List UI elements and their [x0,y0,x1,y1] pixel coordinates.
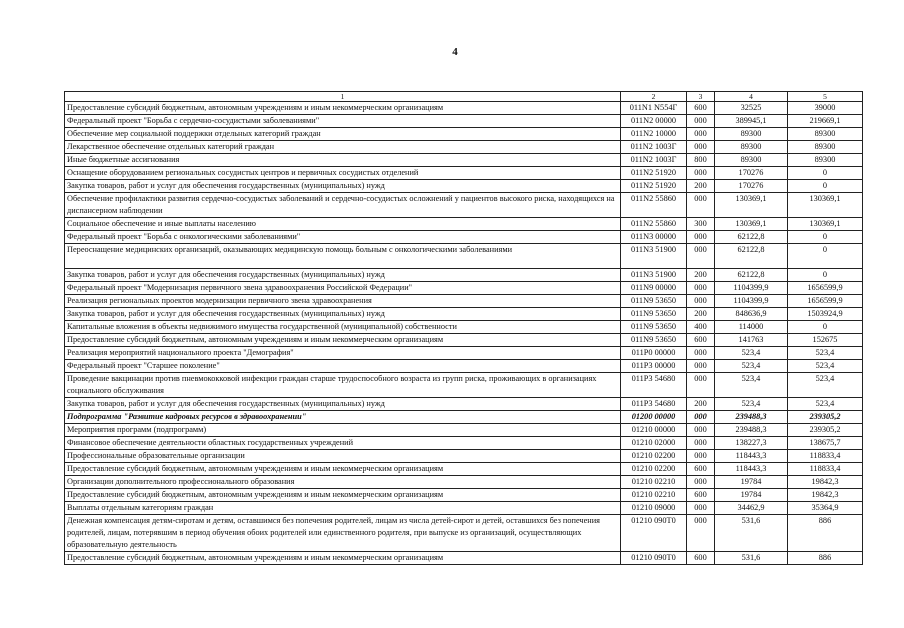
target-code-cell: 01210 090T0 [621,515,687,552]
value-year1-cell: 523,4 [715,347,788,360]
value-year2-cell: 523,4 [788,347,863,360]
value-year2-cell: 0 [788,180,863,193]
value-year2-cell: 1656599,9 [788,282,863,295]
value-year1-cell: 130369,1 [715,218,788,231]
item-name-cell: Предоставление субсидий бюджетным, автономным учреждениям и иным некоммерческим организациям [65,334,621,347]
table-row [65,463,863,476]
expense-type-cell: 000 [687,244,715,269]
item-name-cell: Реализация мероприятий национального проекта "Демография" [65,347,621,360]
item-name-cell: Мероприятия программ (подпрограмм) [65,424,621,437]
item-name-cell: Выплаты отдельным категориям граждан [65,502,621,515]
value-year2-cell: 239305,2 [788,411,863,424]
item-name-cell: Реализация региональных проектов модернизации первичного звена здравоохранения [65,295,621,308]
value-year2-cell: 0 [788,321,863,334]
expense-type-cell: 600 [687,489,715,502]
item-name-cell: Федеральный проект "Модернизация первичного звена здравоохранения Российской Федерации" [65,282,621,295]
item-name-cell: Обеспечение профилактики развития сердечно-сосудистых заболеваний и сердечно-сосудистых осложнений у пациентов высокого риска, находящихся на диспансерном наблюдении [65,193,621,218]
value-year2-cell: 118833,4 [788,450,863,463]
table-row [65,360,863,373]
target-code-cell: 011N9 53650 [621,295,687,308]
value-year2-cell: 19842,3 [788,476,863,489]
value-year1-cell: 141763 [715,334,788,347]
value-year1-cell: 531,6 [715,515,788,552]
table-row [65,231,863,244]
table-row [65,115,863,128]
expense-type-cell: 200 [687,308,715,321]
target-code-cell: 01210 02210 [621,489,687,502]
value-year1-cell: 170276 [715,167,788,180]
expense-type-cell: 000 [687,424,715,437]
expense-type-cell: 000 [687,282,715,295]
target-code-cell: 011N3 51900 [621,269,687,282]
table-header-row [65,92,863,102]
table-row [65,489,863,502]
expense-type-cell: 000 [687,193,715,218]
column-header: 2 [621,92,687,102]
expense-type-cell: 000 [687,373,715,398]
value-year2-cell: 523,4 [788,398,863,411]
value-year2-cell: 89300 [788,154,863,167]
item-name-cell: Закупка товаров, работ и услуг для обеспечения государственных (муниципальных) нужд [65,398,621,411]
target-code-cell: 011N9 00000 [621,282,687,295]
value-year1-cell: 62122,8 [715,231,788,244]
value-year2-cell: 19842,3 [788,489,863,502]
item-name-cell: Закупка товаров, работ и услуг для обеспечения государственных (муниципальных) нужд [65,269,621,282]
table-row [65,282,863,295]
value-year1-cell: 32525 [715,102,788,115]
expense-type-cell: 000 [687,295,715,308]
expense-type-cell: 000 [687,515,715,552]
value-year1-cell: 389945,1 [715,115,788,128]
column-header: 3 [687,92,715,102]
value-year2-cell: 0 [788,244,863,269]
value-year2-cell: 130369,1 [788,218,863,231]
table-row [65,102,863,115]
target-code-cell: 01210 02000 [621,437,687,450]
item-name-cell: Переоснащение медицинских организаций, оказывающих медицинскую помощь больным с онкологическими заболеваниями [65,244,621,269]
value-year1-cell: 89300 [715,154,788,167]
item-name-cell: Финансовое обеспечение деятельности областных государственных учреждений [65,437,621,450]
value-year1-cell: 138227,3 [715,437,788,450]
value-year2-cell: 523,4 [788,373,863,398]
item-name-cell: Социальное обеспечение и иные выплаты населению [65,218,621,231]
target-code-cell: 01210 02200 [621,463,687,476]
value-year1-cell: 1104399,9 [715,295,788,308]
table-row [65,308,863,321]
value-year1-cell: 170276 [715,180,788,193]
column-header: 1 [65,92,621,102]
value-year2-cell: 89300 [788,128,863,141]
value-year2-cell: 239305,2 [788,424,863,437]
item-name-cell: Федеральный проект "Борьба с онкологическими заболеваниями" [65,231,621,244]
target-code-cell: 01210 02210 [621,476,687,489]
value-year2-cell: 1503924,9 [788,308,863,321]
value-year1-cell: 130369,1 [715,193,788,218]
target-code-cell: 011P3 00000 [621,360,687,373]
target-code-cell: 01210 02200 [621,450,687,463]
target-code-cell: 011N3 00000 [621,231,687,244]
expense-type-cell: 200 [687,180,715,193]
item-name-cell: Федеральный проект "Старшее поколение" [65,360,621,373]
item-name-cell: Предоставление субсидий бюджетным, автономным учреждениям и иным некоммерческим организациям [65,489,621,502]
target-code-cell: 011N2 51920 [621,167,687,180]
value-year1-cell: 118443,3 [715,450,788,463]
table-row [65,193,863,218]
expense-type-cell: 200 [687,398,715,411]
value-year1-cell: 34462,9 [715,502,788,515]
item-name-cell: Проведение вакцинации против пневмококковой инфекции граждан старше трудоспособного возраста из групп риска, проживающих в организациях социального обслуживания [65,373,621,398]
item-name-cell: Организации дополнительного профессионального образования [65,476,621,489]
table-row [65,437,863,450]
value-year2-cell: 1656599,9 [788,295,863,308]
target-code-cell: 011P3 54680 [621,398,687,411]
expense-type-cell: 000 [687,347,715,360]
value-year1-cell: 523,4 [715,360,788,373]
expense-type-cell: 000 [687,476,715,489]
target-code-cell: 011N2 00000 [621,115,687,128]
expense-type-cell: 600 [687,102,715,115]
target-code-cell: 011N2 51920 [621,180,687,193]
value-year1-cell: 848636,9 [715,308,788,321]
table-row [65,502,863,515]
target-code-cell: 011N2 1003Г [621,154,687,167]
target-code-cell: 01210 09000 [621,502,687,515]
expense-type-cell: 000 [687,437,715,450]
value-year1-cell: 1104399,9 [715,282,788,295]
column-header: 5 [788,92,863,102]
value-year2-cell: 118833,4 [788,463,863,476]
table-row [65,154,863,167]
item-name-cell: Предоставление субсидий бюджетным, автономным учреждениям и иным некоммерческим организациям [65,552,621,565]
value-year1-cell: 62122,8 [715,244,788,269]
value-year2-cell: 886 [788,552,863,565]
item-name-cell: Оснащение оборудованием региональных сосудистых центров и первичных сосудистых отделений [65,167,621,180]
expense-type-cell: 400 [687,321,715,334]
value-year1-cell: 531,6 [715,552,788,565]
expense-type-cell: 000 [687,128,715,141]
target-code-cell: 011N2 55860 [621,193,687,218]
table-row [65,295,863,308]
expense-type-cell: 000 [687,360,715,373]
table-row [65,167,863,180]
target-code-cell: 011P0 00000 [621,347,687,360]
expense-type-cell: 000 [687,231,715,244]
table-row [65,411,863,424]
item-name-cell: Обеспечение мер социальной поддержки отдельных категорий граждан [65,128,621,141]
value-year1-cell: 239488,3 [715,424,788,437]
item-name-cell: Закупка товаров, работ и услуг для обеспечения государственных (муниципальных) нужд [65,180,621,193]
table-row [65,373,863,398]
expense-type-cell: 200 [687,269,715,282]
value-year2-cell: 886 [788,515,863,552]
expense-type-cell: 600 [687,552,715,565]
target-code-cell: 011P3 54680 [621,373,687,398]
table-row [65,218,863,231]
value-year2-cell: 523,4 [788,360,863,373]
item-name-cell: Лекарственное обеспечение отдельных категорий граждан [65,141,621,154]
value-year2-cell: 130369,1 [788,193,863,218]
value-year2-cell: 35364,9 [788,502,863,515]
value-year2-cell: 138675,7 [788,437,863,450]
item-name-cell: Предоставление субсидий бюджетным, автономным учреждениям и иным некоммерческим организациям [65,102,621,115]
target-code-cell: 011N3 51900 [621,244,687,269]
value-year2-cell: 89300 [788,141,863,154]
expense-type-cell: 300 [687,218,715,231]
value-year2-cell: 0 [788,167,863,180]
table-row [65,128,863,141]
budget-table [64,91,863,565]
expense-type-cell: 800 [687,154,715,167]
table-row [65,334,863,347]
table-row [65,269,863,282]
value-year1-cell: 19784 [715,476,788,489]
table-row [65,515,863,552]
item-name-cell: Иные бюджетные ассигнования [65,154,621,167]
table-row [65,321,863,334]
expense-type-cell: 000 [687,502,715,515]
item-name-cell: Закупка товаров, работ и услуг для обеспечения государственных (муниципальных) нужд [65,308,621,321]
value-year2-cell: 219669,1 [788,115,863,128]
value-year2-cell: 0 [788,269,863,282]
table-row [65,141,863,154]
expense-type-cell: 000 [687,141,715,154]
expense-type-cell: 600 [687,463,715,476]
value-year1-cell: 89300 [715,128,788,141]
table-row [65,347,863,360]
table-row [65,476,863,489]
table-row [65,244,863,269]
item-name-cell: Федеральный проект "Борьба с сердечно-сосудистыми заболеваниями" [65,115,621,128]
item-name-cell: Денежная компенсация детям-сиротам и детям, оставшимся без попечения родителей, лицам из числа детей-сирот и детей, оставшихся без попечения родителей, лицам, потерявшим в период обучения обоих родителей или единственного родителя, при выпуске из организаций, осуществляющих образовательную деятельность [65,515,621,552]
target-code-cell: 011N1 N554Г [621,102,687,115]
page-number: 4 [452,46,458,58]
value-year1-cell: 19784 [715,489,788,502]
expense-type-cell: 000 [687,450,715,463]
table-body [65,102,863,565]
target-code-cell: 011N2 55860 [621,218,687,231]
expense-type-cell: 000 [687,411,715,424]
value-year2-cell: 39000 [788,102,863,115]
item-name-cell: Профессиональные образовательные организации [65,450,621,463]
value-year2-cell: 152675 [788,334,863,347]
value-year1-cell: 89300 [715,141,788,154]
value-year1-cell: 239488,3 [715,411,788,424]
target-code-cell: 011N9 53650 [621,308,687,321]
target-code-cell: 01200 00000 [621,411,687,424]
expense-type-cell: 000 [687,167,715,180]
column-header: 4 [715,92,788,102]
target-code-cell: 011N2 1003Г [621,141,687,154]
table-row [65,398,863,411]
table-row [65,424,863,437]
expense-type-cell: 600 [687,334,715,347]
item-name-cell: Предоставление субсидий бюджетным, автономным учреждениям и иным некоммерческим организациям [65,463,621,476]
value-year2-cell: 0 [788,231,863,244]
value-year1-cell: 523,4 [715,398,788,411]
target-code-cell: 01210 090T0 [621,552,687,565]
value-year1-cell: 62122,8 [715,269,788,282]
table-row [65,450,863,463]
target-code-cell: 011N9 53650 [621,321,687,334]
table-row [65,552,863,565]
table-row [65,180,863,193]
item-name-cell: Подпрограмма "Развитие кадровых ресурсов в здравоохранении" [65,411,621,424]
expense-type-cell: 000 [687,115,715,128]
item-name-cell: Капитальные вложения в объекты недвижимого имущества государственной (муниципальной) собственности [65,321,621,334]
value-year1-cell: 118443,3 [715,463,788,476]
target-code-cell: 011N9 53650 [621,334,687,347]
value-year1-cell: 114000 [715,321,788,334]
target-code-cell: 01210 00000 [621,424,687,437]
value-year1-cell: 523,4 [715,373,788,398]
target-code-cell: 011N2 10000 [621,128,687,141]
